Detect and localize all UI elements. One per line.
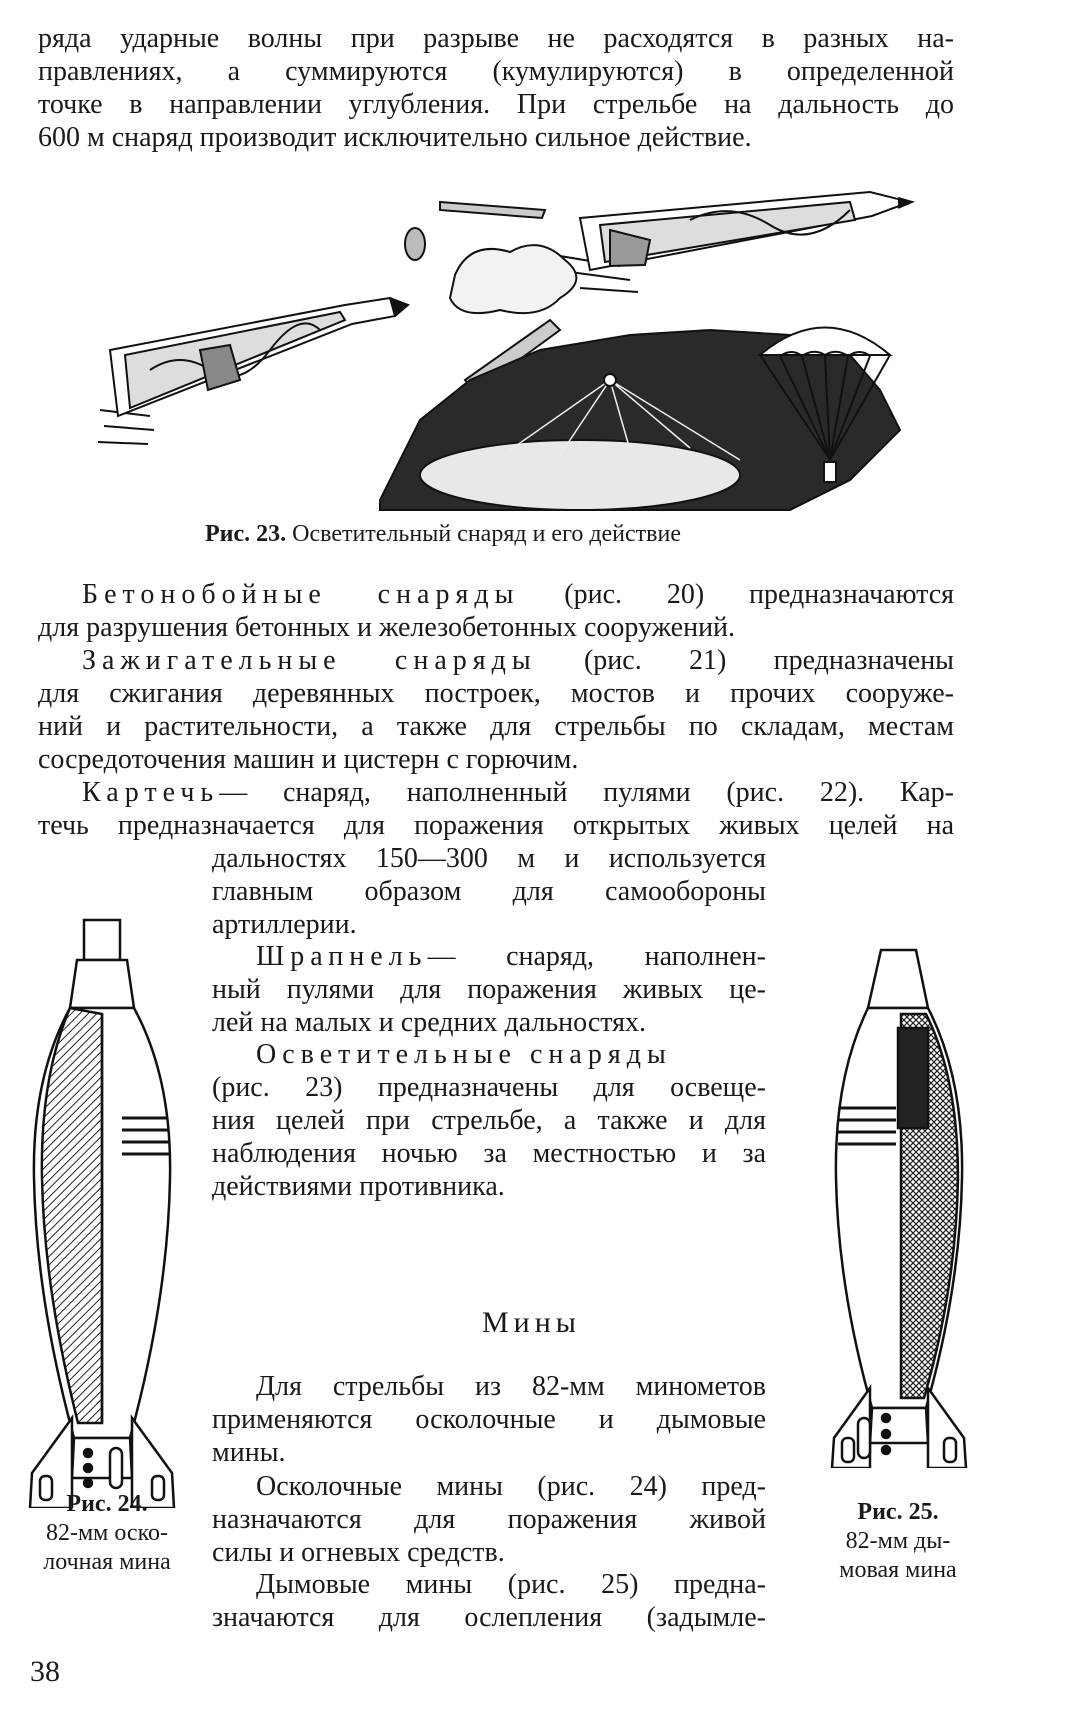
text-line: (рис. 21) предназначены (583, 645, 954, 676)
text-line: артиллерии. (212, 909, 357, 940)
text-line: применяются осколочные и дымовые (212, 1404, 766, 1435)
section-heading-mines: Мины (482, 1306, 581, 1339)
text-line: (рис. 20) предназначаются (564, 579, 955, 610)
illumination-shells-paragraph (212, 1038, 766, 1203)
figure-caption-text: Осветительный снаряд и его действие (292, 521, 681, 547)
text-line: течь предназначается для поражения открытых живых целей на (38, 810, 954, 841)
figure24-caption (22, 1490, 192, 1577)
smoke-mines-paragraph (212, 1568, 766, 1634)
figure-number: Рис. 23. (205, 521, 287, 547)
text-line: — снаряд, наполнен- (427, 941, 766, 972)
text-line: ний и растительности, а также для стрельбы по складам, местам (38, 711, 954, 742)
canister-paragraph (38, 776, 954, 842)
figure-number: Рис. 24. (66, 1491, 148, 1517)
text-line: ния целей при стрельбе, а также и для (212, 1105, 766, 1136)
text-line: лей на малых и средних дальностях. (212, 1007, 646, 1038)
text-line: сосредоточения машин и цистерн с горючим. (38, 744, 579, 775)
figure-caption-text: мовая мина (839, 1557, 957, 1583)
text-line: 600 м снаряд производит исключительно сильное действие. (38, 122, 752, 153)
term: Шрапнель (256, 941, 428, 972)
fragmentation-mine-illustration (22, 918, 192, 1508)
mines-intro-paragraph (212, 1370, 766, 1469)
term: Картечь (82, 777, 220, 808)
incendiary-shells-paragraph (38, 644, 954, 776)
text-line: Дымовые мины (рис. 25) предна- (256, 1569, 766, 1600)
figure-caption-text: 82-мм оско- (45, 1520, 169, 1546)
illumination-shell-illustration (90, 180, 920, 520)
text-line: Для стрельбы из 82-мм минометов (256, 1371, 766, 1402)
text-line: (рис. 23) предназначены для освеще- (212, 1072, 766, 1103)
fragmentation-mines-paragraph (212, 1470, 766, 1569)
text-line: дальностях 150—300 м и используется (212, 843, 766, 874)
text-line: для сжигания деревянных построек, мостов и прочих сооруже- (38, 678, 954, 709)
figure-caption-text: 82-мм ды- (845, 1528, 951, 1554)
top-paragraph (38, 22, 954, 154)
shrapnel-paragraph (212, 940, 766, 1039)
text-line: — снаряд, наполненный пулями (рис. 22). Кар- (219, 777, 954, 808)
text-line: наблюдения ночью за местностью и за (212, 1138, 766, 1169)
text-line: значаются для ослепления (задымле- (212, 1602, 766, 1633)
figure25-caption (818, 1498, 978, 1585)
text-line: мины. (212, 1437, 286, 1468)
figure23-caption (205, 520, 825, 549)
text-line: силы и огневых средств. (212, 1537, 505, 1568)
concrete-shells-paragraph (38, 578, 954, 644)
text-line: Осколочные мины (рис. 24) пред- (256, 1471, 766, 1502)
text-line: ряда ударные волны при разрыве не расходятся в разных на- (38, 23, 954, 54)
text-line: точке в направлении углубления. При стрельбе на дальность до (38, 89, 954, 120)
term: Зажигательные снаряды (82, 645, 537, 676)
text-line: ный пулями для поражения живых це- (212, 974, 766, 1005)
canister-paragraph-continued (212, 842, 766, 941)
term: Осветительные снаряды (256, 1039, 672, 1070)
figure-number: Рис. 25. (857, 1499, 939, 1525)
smoke-mine-illustration (826, 948, 976, 1468)
text-line: главным образом для самообороны (212, 876, 766, 907)
term: Бетонобойные снаряды (82, 579, 520, 610)
text-line: для разрушения бетонных и железобетонных сооружений. (38, 612, 736, 643)
text-line: правлениях, а суммируются (кумулируются) в определенной (38, 56, 954, 87)
text-line: назначаются для поражения живой (212, 1504, 766, 1535)
figure-caption-text: лочная мина (43, 1549, 171, 1575)
text-line: действиями противника. (212, 1171, 505, 1202)
page-number: 38 (30, 1655, 60, 1688)
